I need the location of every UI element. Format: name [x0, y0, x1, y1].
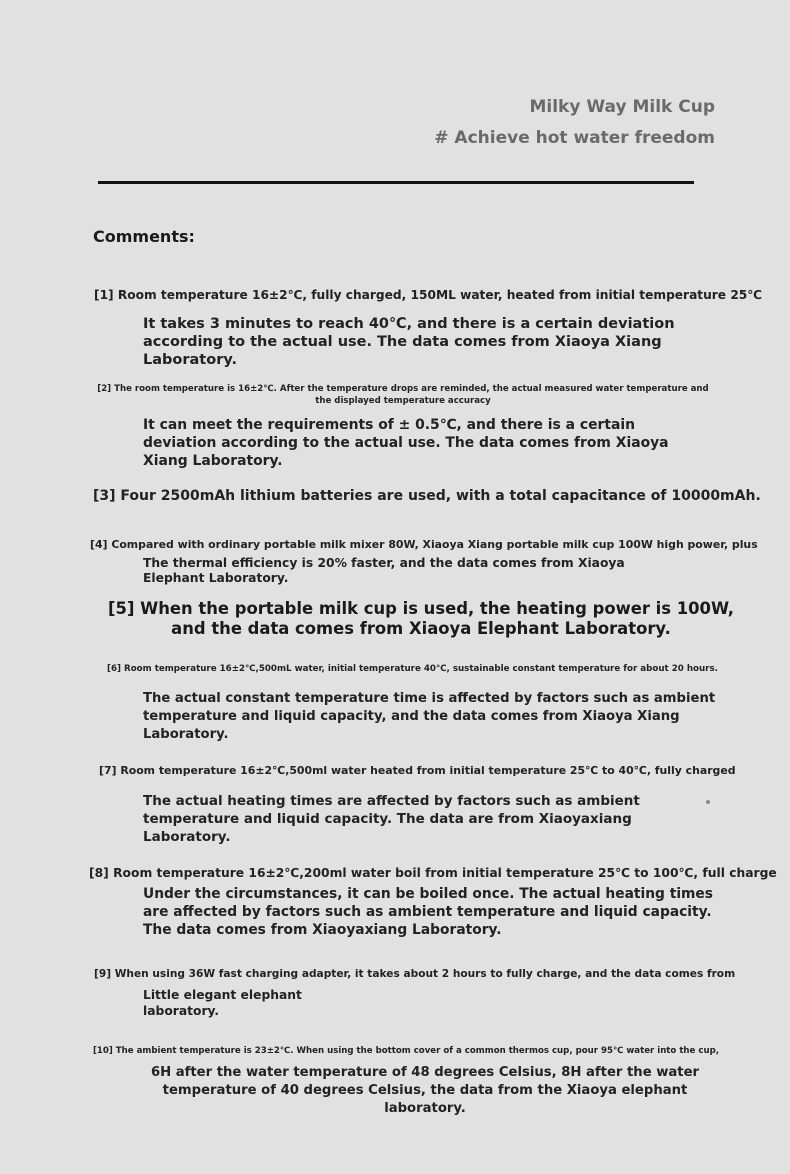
note-1-label: [1] Room temperature 16±2℃, fully charged, 150ML water, heated from initial temperature 25℃	[94, 288, 763, 302]
note-7-label: [7] Room temperature 16±2℃,500ml water heated from initial temperature 25℃ to 40℃, fully charged	[99, 764, 736, 777]
note-5-label: [5] When the portable milk cup is used, the heating power is 100W, and the data comes from Xiaoya Elephant Laboratory.	[108, 599, 734, 638]
note-3-label: [3] Four 2500mAh lithium batteries are used, with a total capacitance of 10000mAh.	[93, 488, 761, 504]
note-4-label: [4] Compared with ordinary portable milk mixer 80W, Xiaoya Xiang portable milk cup 100W high power, plus	[90, 538, 758, 551]
note-9-label: [9] When using 36W fast charging adapter, it takes about 2 hours to fully charge, and the data comes from	[94, 968, 736, 980]
speck-mark	[706, 800, 710, 804]
note-10-label: [10] The ambient temperature is 23±2℃. When using the bottom cover of a common thermos cup, pour 95℃ water into the cup,	[93, 1046, 719, 1056]
comments-heading: Comments:	[93, 227, 195, 246]
page-title: Milky Way Milk Cup	[529, 97, 715, 117]
note-10-body: 6H after the water temperature of 48 degrees Celsius, 8H after the water temperature of 40 degrees Celsius, the data from the Xiaoya elephant laboratory.	[150, 1065, 700, 1116]
note-8-body: Under the circumstances, it can be boiled once. The actual heating times are affected by factors such as ambient temperature and liquid capacity. The data comes from Xiaoyaxiang Laboratory.	[143, 886, 714, 938]
page-subtitle: # Achieve hot water freedom	[434, 128, 715, 148]
note-6-body: The actual constant temperature time is affected by factors such as ambient temperature and liquid capacity, and the data comes from Xiaoya Xiang Laboratory.	[143, 691, 716, 742]
note-8-label: [8] Room temperature 16±2℃,200ml water boil from initial temperature 25℃ to 100℃, full charge	[89, 866, 777, 880]
note-7-body: The actual heating times are affected by factors such as ambient temperature and liquid capacity. The data are from Xiaoyaxiang Laboratory.	[143, 793, 640, 845]
note-1-body: It takes 3 minutes to reach 40℃, and there is a certain deviation according to the actual use. The data comes from Xiaoya Xiang Laboratory.	[143, 316, 675, 368]
note-6-label: [6] Room temperature 16±2℃,500mL water, initial temperature 40℃, sustainable constant temperature for about 20 hours.	[107, 664, 718, 674]
note-2-label: [2] The room temperature is 16±2℃. After the temperature drops are reminded, the actual measured water temperature and the displayed temperature accuracy	[97, 384, 709, 406]
note-9-body: Little elegant elephant laboratory.	[143, 988, 302, 1018]
note-4-body: The thermal efficiency is 20% faster, and the data comes from Xiaoya Elephant Laboratory.	[143, 556, 625, 585]
divider	[98, 181, 694, 184]
note-2-body: It can meet the requirements of ± 0.5℃, and there is a certain deviation according to the actual use. The data comes from Xiaoya Xiang Laboratory.	[143, 417, 669, 469]
